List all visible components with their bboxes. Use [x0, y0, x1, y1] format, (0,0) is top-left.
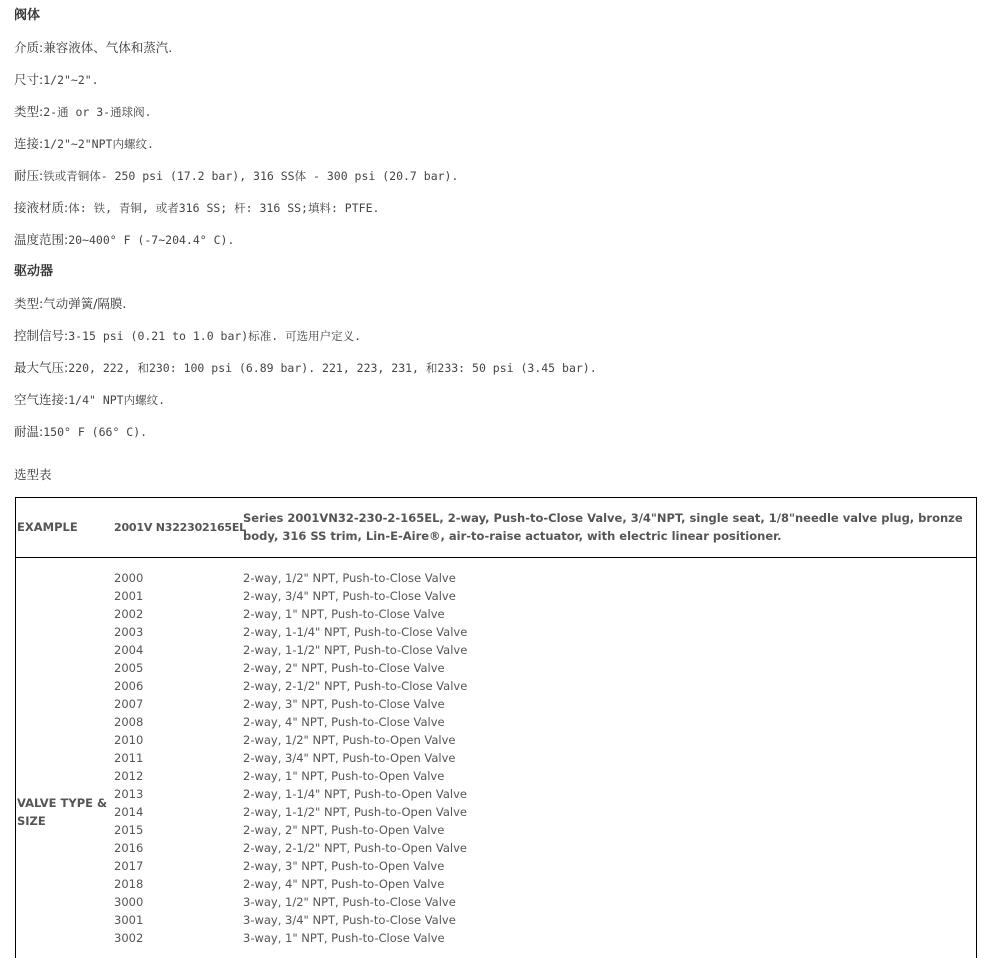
valve-code: 2007 [114, 697, 144, 711]
table-row [114, 659, 974, 677]
spec-line [14, 96, 976, 128]
valve-description: 2-way, 1-1/2" NPT, Push-to-Open Valve [243, 805, 467, 819]
section-title-valve-body: 阀体 [14, 8, 41, 23]
spec-label: 耐温: [14, 424, 44, 439]
table-row [114, 587, 974, 605]
valve-code: 2016 [114, 841, 144, 855]
valve-description: 3-way, 3/4" NPT, Push-to-Close Valve [243, 913, 456, 927]
spec-value: 1/2"~2"NPT内螺纹. [43, 137, 154, 151]
valve-code: 2000 [114, 571, 144, 585]
valve-type-list [114, 569, 974, 947]
table-row [114, 929, 974, 947]
valve-description: 2-way, 2-1/2" NPT, Push-to-Close Valve [243, 679, 468, 693]
valve-code: 2010 [114, 733, 144, 747]
valve-code: 3002 [114, 931, 144, 945]
spec-label: 尺寸: [14, 72, 44, 87]
valve-description: 2-way, 3/4" NPT, Push-to-Open Valve [243, 751, 456, 765]
valve-description: 3-way, 1" NPT, Push-to-Close Valve [243, 931, 445, 945]
spec-document [14, 0, 976, 448]
valve-code: 2002 [114, 607, 144, 621]
spec-line [14, 160, 976, 192]
table-row [114, 857, 974, 875]
valve-description: 2-way, 1" NPT, Push-to-Close Valve [243, 607, 445, 621]
valve-code: 2004 [114, 643, 144, 657]
spec-value: 2-通 or 3-通球阀. [43, 105, 152, 119]
spec-label: 控制信号: [14, 328, 69, 343]
selection-table [15, 497, 977, 958]
spec-label: 接液材质: [14, 200, 69, 215]
valve-description: 2-way, 2" NPT, Push-to-Close Valve [243, 661, 445, 675]
table-row [114, 893, 974, 911]
spec-label: 连接: [14, 136, 44, 151]
example-code: 2001V N322302165EL [114, 521, 246, 534]
valve-description: 2-way, 1-1/4" NPT, Push-to-Open Valve [243, 787, 467, 801]
table-row [114, 911, 974, 929]
table-row [114, 623, 974, 641]
valve-code: 2017 [114, 859, 144, 873]
spec-label: 温度范围: [14, 232, 69, 247]
valve-description: 2-way, 2-1/2" NPT, Push-to-Open Valve [243, 841, 467, 855]
spec-value: 气动弹簧/隔膜. [43, 296, 127, 311]
spec-line [14, 128, 976, 160]
table-row-valve-type [16, 558, 976, 958]
spec-line [14, 352, 976, 384]
spec-value: 兼容液体、气体和蒸汽. [43, 40, 173, 55]
valve-code: 2005 [114, 661, 144, 675]
valve-code: 2008 [114, 715, 144, 729]
spec-line [14, 416, 976, 448]
spec-label: 介质: [14, 40, 44, 55]
valve-description: 2-way, 1" NPT, Push-to-Open Valve [243, 769, 445, 783]
table-row [114, 677, 974, 695]
spec-label: 类型: [14, 296, 44, 311]
table-row [114, 713, 974, 731]
spec-line [14, 384, 976, 416]
valve-code: 2018 [114, 877, 144, 891]
table-row [114, 785, 974, 803]
spec-value: 体: 铁, 青铜, 或者316 SS; 杆: 316 SS;填料: PTFE. [68, 201, 380, 215]
valve-code: 2011 [114, 751, 144, 765]
table-row [114, 695, 974, 713]
table-row [114, 731, 974, 749]
valve-description: 2-way, 1-1/4" NPT, Push-to-Close Valve [243, 625, 468, 639]
spec-value: 1/4" NPT内螺纹. [68, 393, 166, 407]
table-row-example [16, 498, 976, 558]
spec-value: 铁或青铜体- 250 psi (17.2 bar), 316 SS体 - 300 psi (20.7 bar). [43, 169, 459, 183]
table-caption: 选型表 [14, 467, 52, 482]
valve-description: 2-way, 2" NPT, Push-to-Open Valve [243, 823, 445, 837]
table-row [114, 641, 974, 659]
spec-label: 最大气压: [14, 360, 69, 375]
valve-description: 2-way, 1/2" NPT, Push-to-Close Valve [243, 571, 456, 585]
valve-code: 2015 [114, 823, 144, 837]
spec-label: 耐压: [14, 168, 44, 183]
valve-description: 2-way, 3/4" NPT, Push-to-Close Valve [243, 589, 456, 603]
table-row [114, 839, 974, 857]
valve-code: 2001 [114, 589, 144, 603]
valve-code: 2012 [114, 769, 144, 783]
valve-description: 2-way, 3" NPT, Push-to-Open Valve [243, 859, 445, 873]
example-description: Series 2001VN32-230-2-165EL, 2-way, Push-to-Close Valve, 3/4"NPT, single seat, 1/8"needle valve plug, bronze body, 316 SS trim, Lin-E-Aire®, air-to-raise actuator, with electric linear positioner. [243, 511, 963, 543]
spec-line [14, 32, 976, 64]
spec-line [14, 64, 976, 96]
valve-code: 3001 [114, 913, 144, 927]
valve-code: 2003 [114, 625, 144, 639]
table-row [114, 749, 974, 767]
table-row [114, 767, 974, 785]
table-row [114, 875, 974, 893]
valve-code: 3000 [114, 895, 144, 909]
spec-line [14, 320, 976, 352]
table-row [114, 569, 974, 587]
valve-code: 2013 [114, 787, 144, 801]
spec-line [14, 192, 976, 224]
valve-description: 2-way, 1/2" NPT, Push-to-Open Valve [243, 733, 456, 747]
valve-description: 3-way, 1/2" NPT, Push-to-Close Valve [243, 895, 456, 909]
spec-label: 类型: [14, 104, 44, 119]
spec-value: 20~400° F (-7~204.4° C). [68, 233, 235, 247]
spec-line [14, 224, 976, 256]
table-row [114, 821, 974, 839]
spec-value: 220, 222, 和230: 100 psi (6.89 bar). 221, 223, 231, 和233: 50 psi (3.45 bar). [68, 361, 597, 375]
valve-description: 2-way, 4" NPT, Push-to-Open Valve [243, 877, 445, 891]
valve-code: 2014 [114, 805, 144, 819]
example-key: EXAMPLE [17, 520, 78, 534]
valve-description: 2-way, 3" NPT, Push-to-Close Valve [243, 697, 445, 711]
table-row [114, 605, 974, 623]
spec-value: 150° F (66° C). [43, 425, 148, 439]
valve-code: 2006 [114, 679, 144, 693]
spec-value: 1/2"~2". [43, 73, 99, 87]
valve-type-label: VALVE TYPE & SIZE [17, 796, 108, 828]
spec-line [14, 288, 976, 320]
section-title-actuator: 驱动器 [14, 264, 54, 279]
spec-label: 空气连接: [14, 392, 69, 407]
spec-value: 3-15 psi (0.21 to 1.0 bar)标准. 可选用户定义. [68, 329, 362, 343]
valve-description: 2-way, 4" NPT, Push-to-Close Valve [243, 715, 445, 729]
table-row [114, 803, 974, 821]
valve-description: 2-way, 1-1/2" NPT, Push-to-Close Valve [243, 643, 468, 657]
